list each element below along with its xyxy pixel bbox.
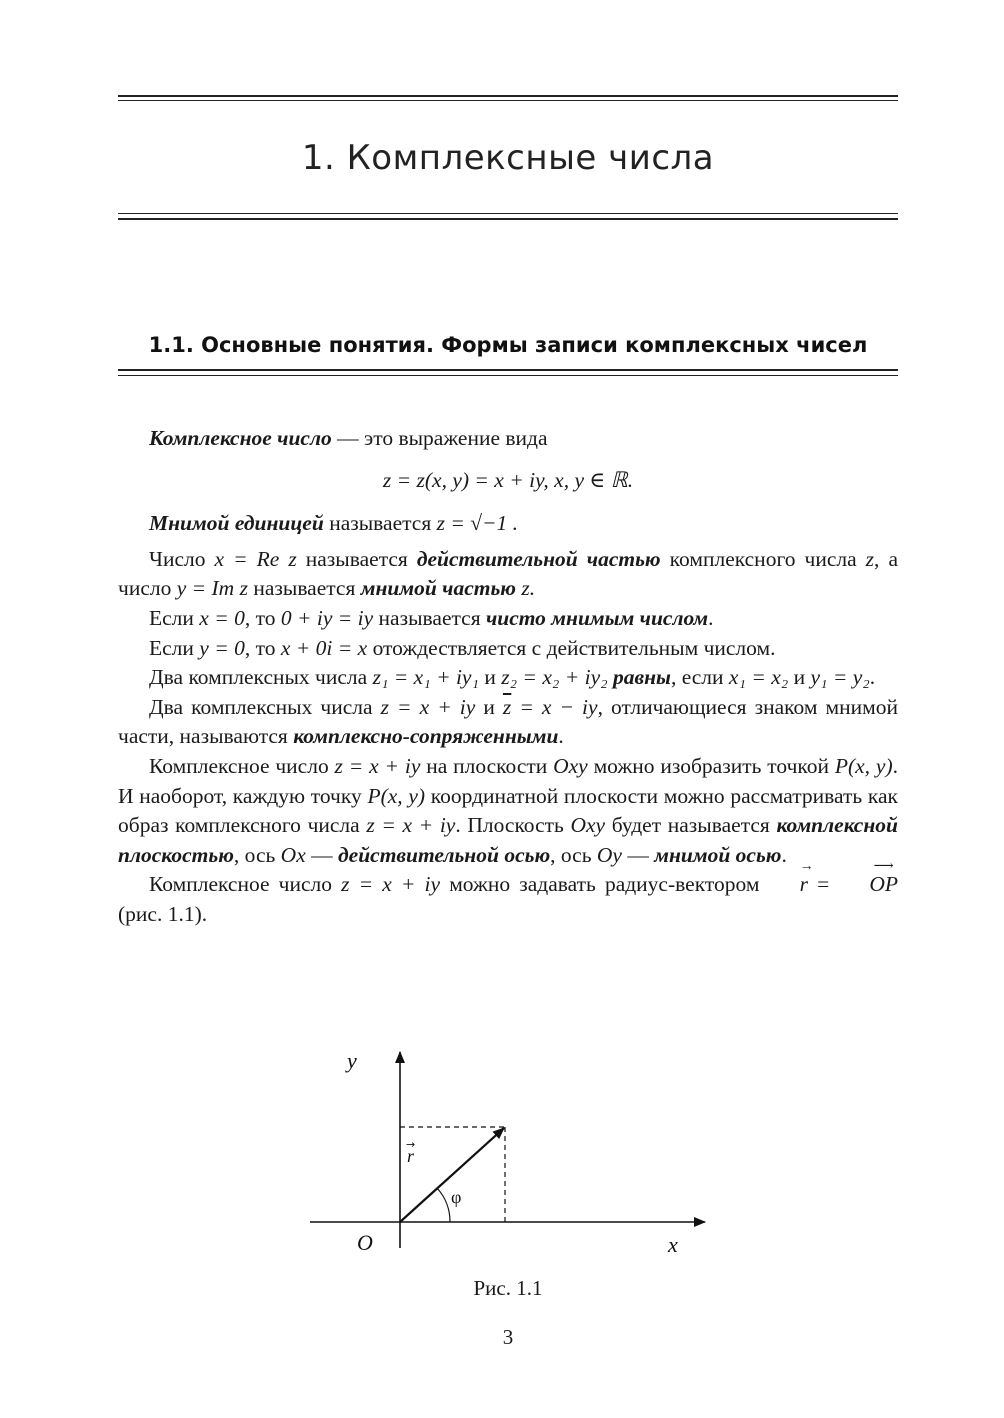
term-equal: равны — [607, 665, 671, 690]
text-span: Если — [149, 605, 200, 630]
paragraph-real — [118, 634, 898, 664]
angle-arc — [437, 1188, 450, 1222]
formula: P(x, y) — [834, 753, 893, 778]
text-span: , то — [244, 605, 281, 630]
vector-op — [838, 859, 898, 900]
text-span: . И наоборот, каждую точку — [118, 753, 898, 808]
term-real-part: действительной частью — [416, 546, 661, 571]
text-span: и — [478, 665, 502, 690]
formula: x + 0i = x — [280, 635, 368, 660]
label-r: r — [407, 1146, 415, 1166]
text-span: называется — [373, 605, 486, 630]
symbol-r: r — [799, 872, 808, 897]
formula: z₂ = x₂ + iy₂ — [501, 665, 608, 690]
chapter-rule-1 — [118, 213, 898, 214]
section-rule-1 — [118, 369, 898, 371]
label-origin: O — [357, 1230, 373, 1255]
symbol-oxy: Oxy — [570, 813, 606, 838]
symbol-ox: Ox — [280, 842, 306, 867]
text-span: , а число — [118, 546, 898, 601]
text-span: . — [781, 842, 787, 867]
text-span: можно изобразить точкой — [587, 753, 835, 778]
formula: x₁ = x₂ — [728, 665, 789, 690]
symbol-z: z — [865, 546, 875, 571]
text-span: Два комплексных числа — [149, 665, 373, 690]
chapter-rule-2 — [118, 218, 898, 220]
formula: P(x, y) — [367, 783, 426, 808]
text-span: , отличающиеся знаком мнимой части, называются — [118, 694, 898, 749]
text-span: и — [788, 665, 811, 690]
term-complex-number: Комплексное число — [149, 426, 332, 450]
text-span: называется — [296, 546, 417, 571]
label-r-arrow-icon: → — [406, 1138, 416, 1151]
text-span: будет называется — [605, 813, 777, 838]
text-span: называется — [323, 511, 437, 536]
text-span: , ось — [550, 842, 597, 867]
text-span: можно задавать радиус-вектором — [440, 872, 769, 897]
formula: x = 0 — [199, 605, 245, 630]
paragraph-definition — [118, 424, 898, 454]
formula: y = 0 — [199, 635, 245, 660]
text-span: . — [558, 724, 564, 749]
formula-main: z = z(x, y) = x + iy, x, y ∈ ℝ. — [382, 467, 634, 492]
section-rule-2 — [118, 375, 898, 376]
text-span: комплексного числа — [660, 546, 866, 571]
symbol-oxy: Oxy — [553, 753, 588, 778]
text-span: Если — [149, 635, 200, 660]
formula: z = x + iy — [334, 753, 421, 778]
paragraph-plane — [118, 752, 898, 870]
vector-r — [769, 859, 814, 900]
page-number: 3 — [502, 1325, 514, 1349]
formula-re: x = Re z — [214, 546, 297, 571]
text-span: Два комплексных числа — [149, 694, 381, 719]
formula: z₁ = x₁ + iy₁ — [372, 665, 479, 690]
formula: z = x + iy — [366, 813, 456, 838]
paragraph-conjugate — [118, 693, 898, 752]
text-span: Комплексное число — [149, 753, 335, 778]
symbol-oy: Oy — [596, 842, 622, 867]
formula: y₁ = y₂ — [810, 665, 870, 690]
term-imaginary-part: мнимой частью — [360, 576, 516, 601]
term-imaginary-unit: Мнимой единицей — [149, 511, 324, 536]
formula: z = x + iy — [380, 694, 476, 719]
paragraph-imaginary-unit — [118, 509, 898, 539]
text-span: . Плоскость — [455, 813, 571, 838]
text-span: . — [869, 665, 876, 690]
text-span: — — [621, 842, 655, 867]
body-text — [118, 424, 898, 930]
paragraph-radius-vector — [118, 859, 898, 929]
top-rule-2 — [118, 100, 898, 101]
text-span: , ось — [233, 842, 281, 867]
section-title: 1.1. Основные понятия. Формы записи комплексных чисел — [148, 333, 868, 357]
symbol-op: OP — [869, 872, 898, 897]
top-rule-1 — [118, 95, 898, 97]
paragraph-re-im — [118, 545, 898, 604]
text-span: Число — [149, 546, 215, 571]
paragraph-equality — [118, 663, 898, 693]
symbol-z: z. — [516, 576, 536, 601]
text-span: . — [708, 605, 714, 630]
formula: 0 + iy = iy — [280, 605, 374, 630]
text-span: Комплексное число — [149, 872, 342, 897]
text-span: на плоскости — [420, 753, 554, 778]
label-y: y — [347, 1048, 357, 1073]
vector-arrow-icon: → — [799, 859, 814, 875]
text-span: — это выражение вида — [331, 426, 548, 450]
radius-vector — [400, 1128, 504, 1222]
text-span: = — [807, 872, 839, 897]
text-span: , если — [670, 665, 729, 690]
figure-caption: Рис. 1.1 — [473, 1276, 543, 1300]
text-span: координатной плоскости можно рассматривать как образ комплексного числа — [118, 783, 898, 838]
text-span: и — [475, 694, 503, 719]
symbol-z-bar: $\overline{z}$ — [502, 694, 512, 719]
text-span: называется — [247, 576, 361, 601]
chapter-title: 1. Комплексные числа — [301, 138, 715, 178]
term-complex-plane: комплексной плоскостью — [118, 813, 898, 867]
paragraph-pure-imaginary — [118, 604, 898, 634]
formula-im: y = Im z — [176, 576, 248, 601]
text-span: — — [305, 842, 338, 867]
formula: z = x + iy — [341, 872, 441, 897]
label-phi: φ — [451, 1187, 462, 1207]
formula-sqrt: z = √−1 . — [436, 511, 519, 536]
formula: = x − iy — [511, 694, 598, 719]
label-x: x — [668, 1232, 678, 1257]
text-span: отождествляется с действительным числом. — [367, 635, 776, 660]
vector-arrow-icon: ⟶ — [873, 859, 894, 875]
term-conjugate: комплексно-сопряженными — [293, 724, 559, 749]
figure-complex-plane — [300, 1040, 720, 1270]
text-span: (рис. 1.1). — [118, 901, 208, 926]
text-span: , то — [244, 635, 281, 660]
term-imaginary-axis: мнимой осью — [654, 842, 782, 867]
term-real-axis: действительной осью — [338, 842, 551, 867]
term-pure-imaginary: чисто мнимым числом — [485, 605, 709, 630]
